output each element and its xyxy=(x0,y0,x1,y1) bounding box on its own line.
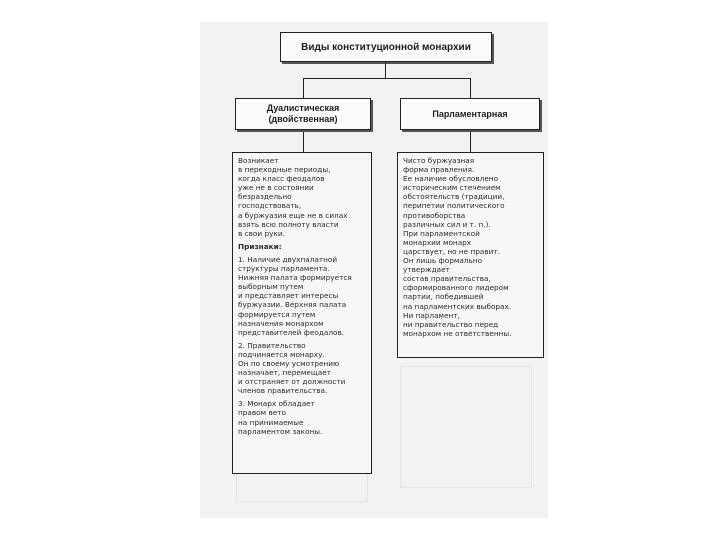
diagram-title-box xyxy=(280,32,492,62)
sign-2: 2. Правительство подчиняется монарху. Он по своему усмотрению назначает, перемещает и отстраняет от должности членов правительства. xyxy=(238,340,346,396)
sign-1: 1. Наличие двухпалатной структуры парламента. Нижняя палата формируется выборным путем и представляет интересы буржуазии. Верхняя палата формируется путем назначения монархом представителей феодалов. xyxy=(238,254,352,337)
dualistic-heading-box xyxy=(235,98,371,130)
signs-label: Признаки: xyxy=(238,241,282,251)
dualistic-intro: Возникает в переходные периоды, когда класс феодалов уже не в состоянии безраздельно господствовать, а буржуазия еще не в силах взять всю полноту власти в свои руки. xyxy=(238,156,348,238)
dualistic-description xyxy=(232,152,372,474)
connector-right-to-content xyxy=(470,130,471,152)
connector-title-down xyxy=(385,62,386,78)
connector-horizontal xyxy=(303,78,471,79)
connector-left-to-content xyxy=(303,130,304,152)
dualistic-heading: Дуалистическая (двойственная) xyxy=(266,103,340,124)
sign-3: 3. Монарх обладает правом вето на принимаемые парламентом законы. xyxy=(238,399,323,436)
parliamentary-heading-box xyxy=(400,98,540,130)
parliamentary-heading: Парламентарная xyxy=(432,109,508,119)
bleed-through-lines xyxy=(400,366,532,488)
parliamentary-description xyxy=(397,152,544,358)
connector-left-down xyxy=(303,78,304,98)
parliamentary-text: Чисто буржуазная форма правления. Ее наличие обусловлено историческим стечением обстоятельств (традиции, перипетии политического противоборства различных сил и т. п.). При парламентской монархии монарх царствует, но не правит. Он лишь формально утверждает состав правительства, сформированного лидером партии, победившей на парламентских выборах. Ни парламент, ни правительство перед монархом не ответственны. xyxy=(403,156,512,338)
diagram-title: Виды конституционной монархии xyxy=(301,41,471,53)
connector-right-down xyxy=(470,78,471,98)
